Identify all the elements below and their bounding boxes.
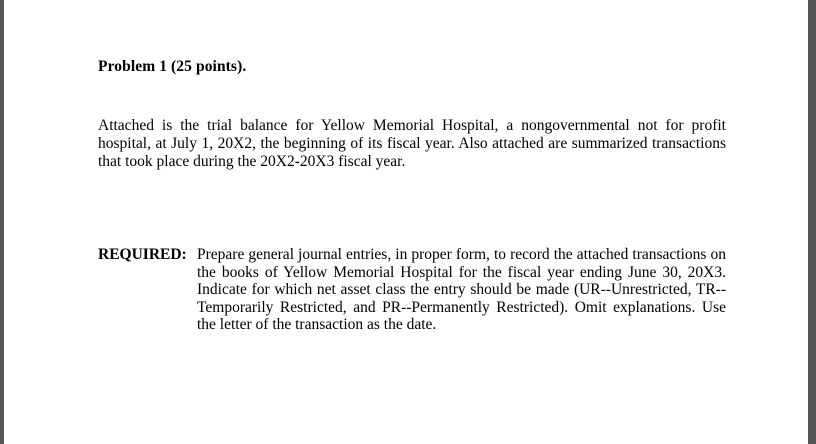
viewer-background: [808, 0, 816, 444]
required-label: REQUIRED:: [98, 246, 187, 263]
required-line: Prepare general journal entries, in proper form, to record the attached transactions on: [197, 246, 726, 263]
document-page: [4, 0, 808, 444]
required-line: Temporarily Restricted, and PR--Permanently Restricted). Omit explanations. Use: [197, 298, 726, 316]
required-line: the letter of the transaction as the date.: [197, 316, 437, 334]
required-line: Indicate for which net asset class the entry should be made (UR--Unrestricted, TR--: [197, 281, 726, 299]
intro-line: that took place during the 20X2-20X3 fiscal year.: [98, 153, 406, 170]
problem-heading: Problem 1 (25 points).: [98, 58, 247, 75]
required-instructions: [197, 246, 726, 334]
required-line: the books of Yellow Memorial Hospital for the fiscal year ending June 30, 20X3.: [197, 263, 726, 281]
intro-line: hospital, at July 1, 20X2, the beginning of its fiscal year. Also attached are summarized transactions: [98, 135, 726, 152]
intro-line: Attached is the trial balance for Yellow Memorial Hospital, a nongovernmental not for profit: [98, 117, 726, 134]
intro-paragraph: [98, 117, 726, 171]
